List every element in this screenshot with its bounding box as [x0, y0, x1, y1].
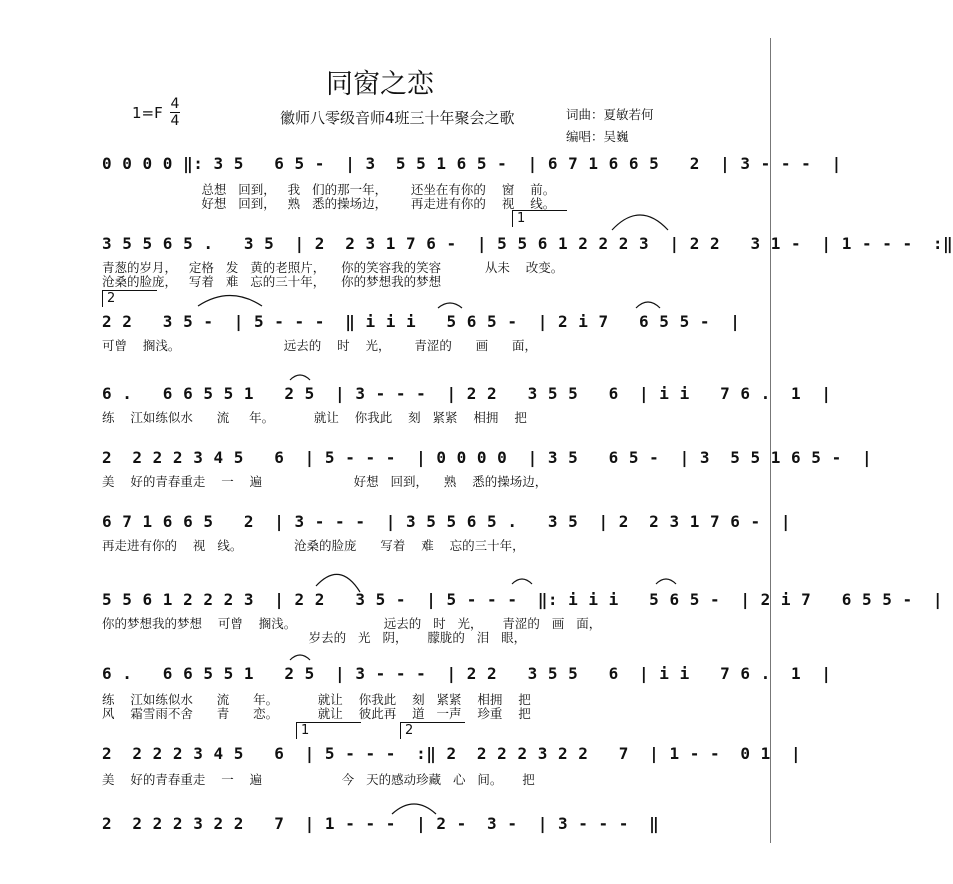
song-subtitle: 徽师八零级音师4班三十年聚会之歌 [280, 109, 515, 127]
slur-10 [392, 804, 436, 814]
notation-line-3: 2 2 3 5 - | 5 - - - ‖ i i i 5 6 5 - | 2 i 7 6 5 5 - | [102, 312, 741, 331]
lyric-line-4: 练 江如练似水 流 年。 就让 你我此 刻 紧紧 相拥 把 [102, 410, 527, 425]
slur-3 [438, 303, 462, 308]
lyric-line-7a: 你的梦想我的梦想 可曾 搁浅。 远去的 时 光， 青涩的 画 面， [102, 616, 602, 631]
notation-line-8: 6 . 6 6 5 5 1 2 5 | 3 - - - | 2 2 3 5 5 6 | i i 7 6 . 1 | [102, 664, 832, 683]
slur-8 [656, 579, 676, 584]
slur-7 [512, 579, 532, 584]
lyric-line-1a: 总想 回到， 我 们的那一年， 还坐在有你的 窗 前。 [102, 182, 556, 197]
notation-line-5: 2 2 2 2 3 4 5 6 | 5 - - - | 0 0 0 0 | 3 5 6 5 - | 3 5 5 1 6 5 - | [102, 448, 873, 467]
lyric-line-8b: 风 霜雪雨不舍 青 恋。 就让 彼此再 道 一声 珍重 把 [102, 706, 531, 721]
lyric-line-3: 可曾 搁浅。 远去的 时 光， 青涩的 画 面， [102, 338, 538, 353]
song-title: 同窗之恋 [326, 69, 434, 100]
volta-bracket-1: 1 [512, 210, 567, 227]
volta-bracket-2: 2 [102, 290, 157, 307]
lyric-line-1b: 好想 回到， 熟 悉的操场边， 再走进有你的 视 线。 [102, 196, 556, 211]
meter-top: 4 [170, 96, 180, 112]
slur-4 [636, 302, 660, 308]
lyricist-composer: 词曲：夏敏若何 [566, 107, 654, 122]
meter-bottom: 4 [170, 113, 180, 129]
slur-9 [290, 655, 310, 660]
slur-2 [198, 296, 262, 307]
notation-line-1: 0 0 0 0 ‖: 3 5 6 5 - | 3 5 5 1 6 5 - | 6 7 1 6 6 5 2 | 3 - - - | [102, 154, 842, 173]
slur-5 [290, 375, 310, 380]
notation-line-7: 5 5 6 1 2 2 2 3 | 2 2 3 5 - | 5 - - - ‖: i i i 5 6 5 - | 2 i 7 6 5 5 - | [102, 590, 944, 609]
slur-6 [316, 574, 360, 592]
lyric-line-8a: 练 江如练似水 流 年。 就让 你我此 刻 紧紧 相拥 把 [102, 692, 531, 707]
notation-line-9: 2 2 2 2 3 4 5 6 | 5 - - - :‖ 2 2 2 2 3 2 2 7 | 1 - - 0 1 | [102, 744, 802, 763]
volta-bracket-3: 1 [296, 722, 361, 739]
lyric-line-2b: 沧桑的脸庞， 写着 难 忘的三十年， 你的梦想我的梦想 [102, 274, 442, 289]
lyric-line-5: 美 好的青春重走 一 遍 好想 回到， 熟 悉的操场边， [102, 474, 548, 489]
notation-line-10: 2 2 2 2 3 2 2 7 | 1 - - - | 2 - 3 - | 3 - - - ‖ [102, 814, 660, 833]
slur-1 [612, 215, 668, 230]
arranger: 编唱：吴巍 [566, 129, 629, 144]
notation-line-2: 3 5 5 6 5 . 3 5 | 2 2 3 1 7 6 - | 5 5 6 1 2 2 2 3 | 2 2 3 1 - | 1 - - - :‖ [102, 234, 953, 253]
notation-line-4: 6 . 6 6 5 5 1 2 5 | 3 - - - | 2 2 3 5 5 6 | i i 7 6 . 1 | [102, 384, 832, 403]
lyric-line-2a: 青葱的岁月， 定格 发 黄的老照片， 你的笑容我的笑容 从未 改变。 [102, 260, 564, 275]
lyric-line-9: 美 好的青春重走 一 遍 今 天的感动珍藏 心 间。 把 [102, 772, 535, 787]
lyric-line-7b: 岁去的 光 阴， 朦胧的 泪 眼， [102, 630, 527, 645]
notation-line-6: 6 7 1 6 6 5 2 | 3 - - - | 3 5 5 6 5 . 3 5 | 2 2 3 1 7 6 - | [102, 512, 792, 531]
volta-bracket-4: 2 [400, 722, 465, 739]
key-signature: 1=F [132, 104, 163, 122]
lyric-line-6: 再走进有你的 视 线。 沧桑的脸庞 写着 难 忘的三十年， [102, 538, 525, 553]
